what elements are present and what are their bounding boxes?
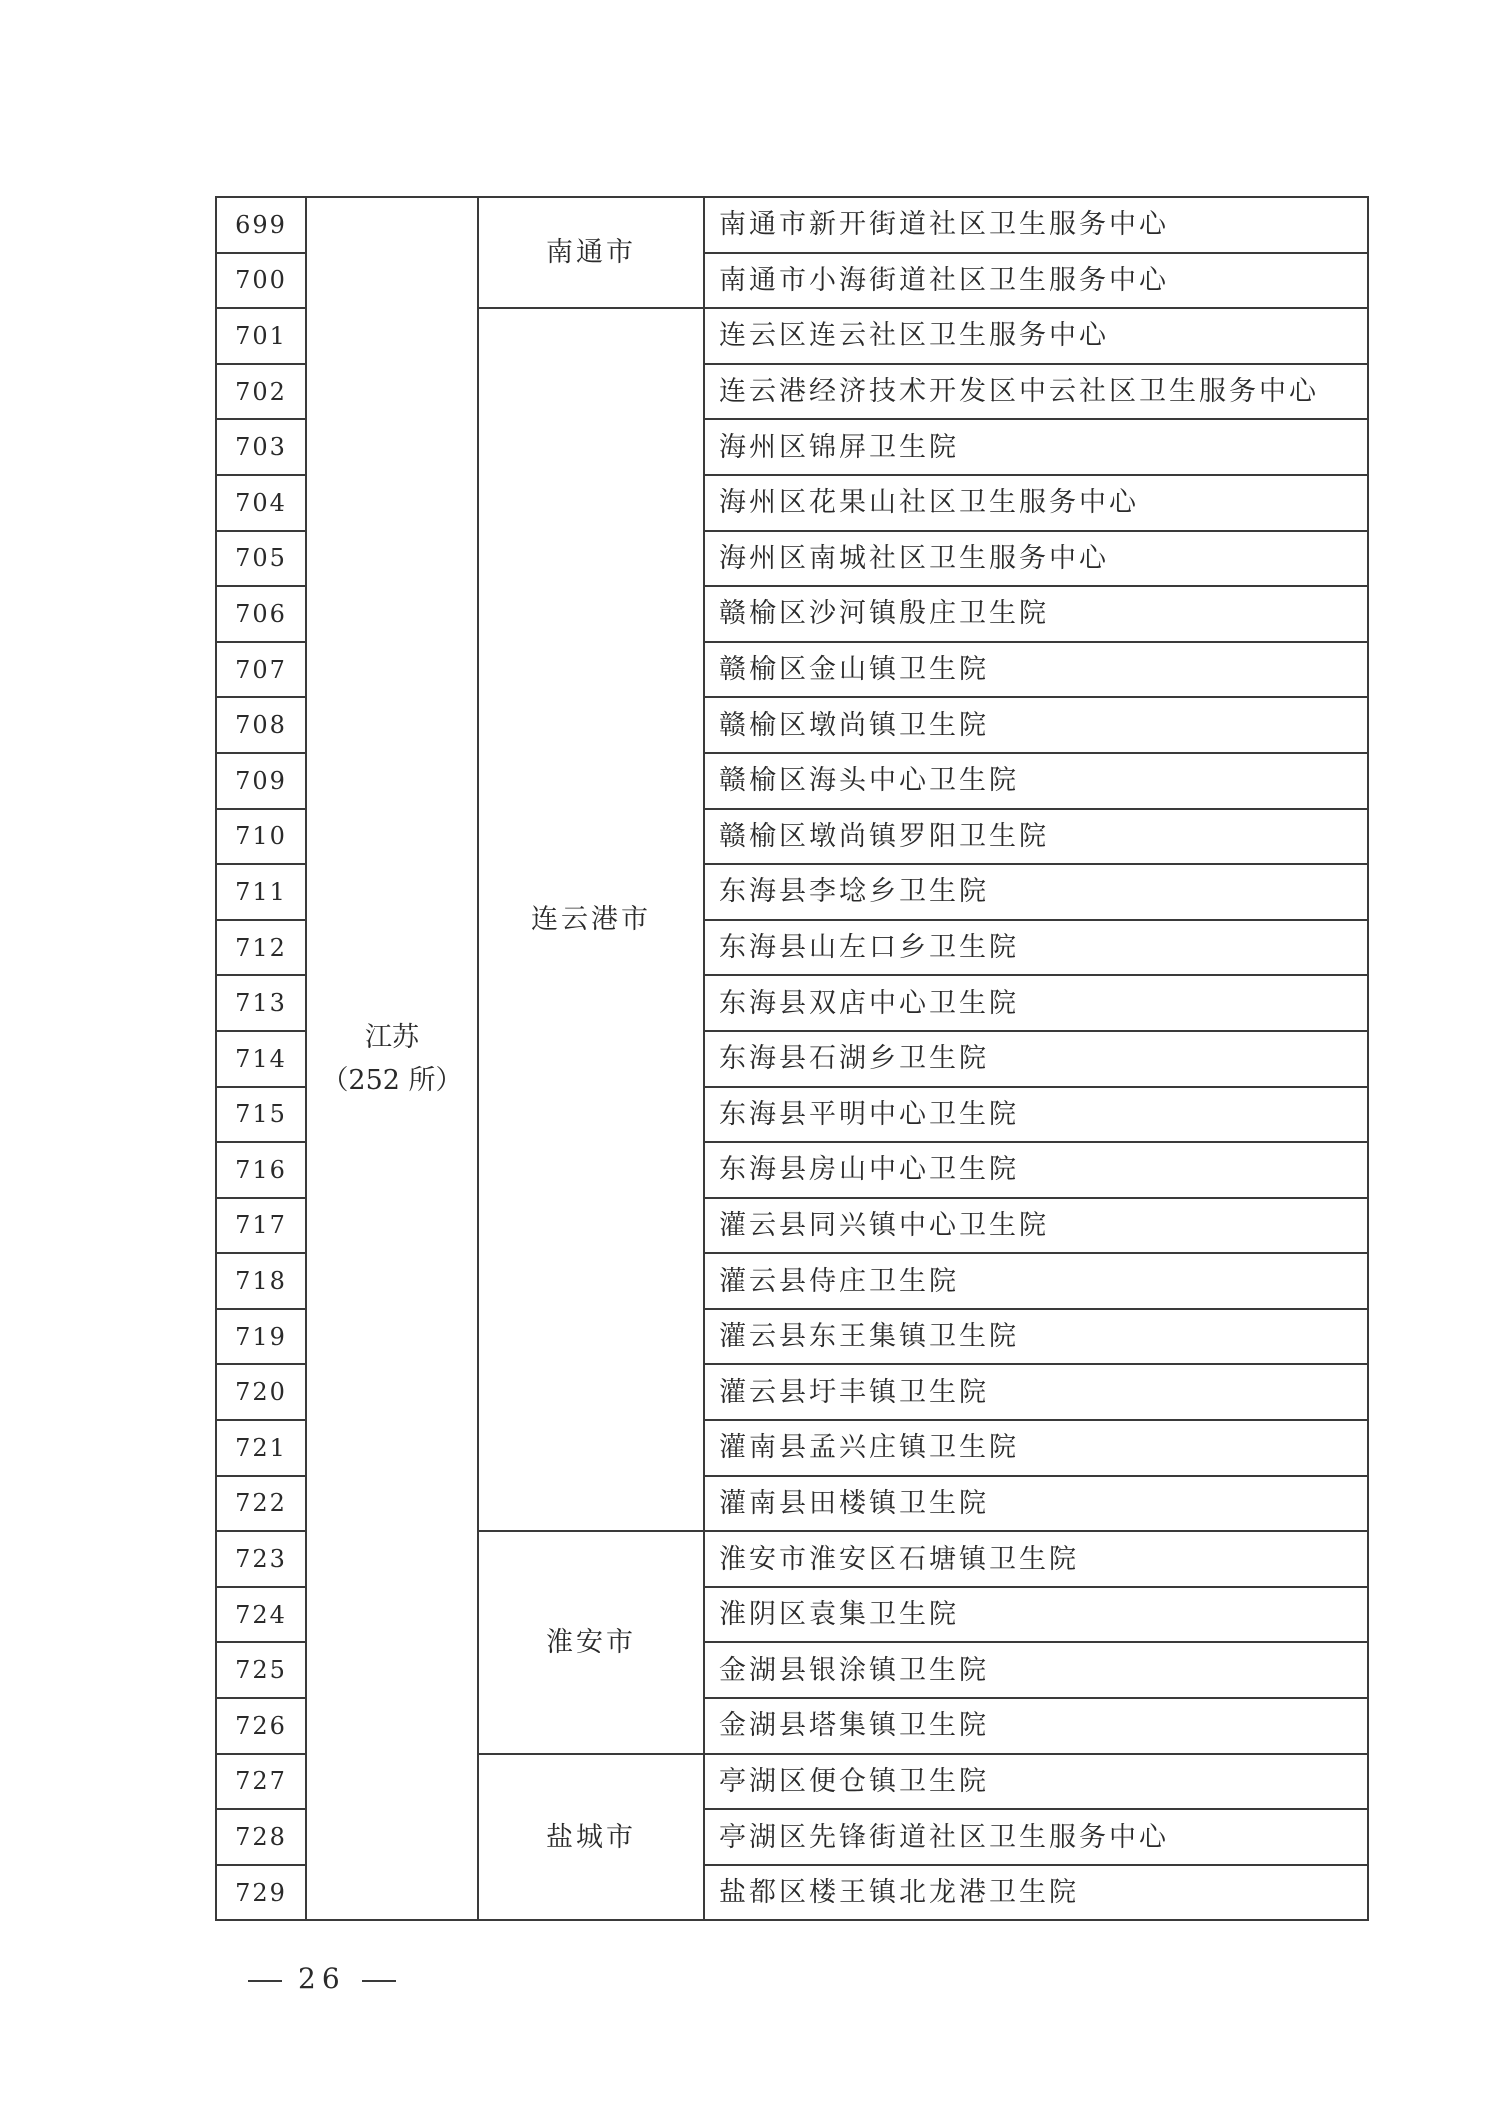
row-number: 721 bbox=[216, 1420, 306, 1476]
institution-name: 东海县山左口乡卫生院 bbox=[704, 920, 1368, 976]
institution-name: 东海县李埝乡卫生院 bbox=[704, 864, 1368, 920]
institution-name: 东海县石湖乡卫生院 bbox=[704, 1031, 1368, 1087]
institution-name: 亭湖区便仓镇卫生院 bbox=[704, 1754, 1368, 1810]
institution-name: 东海县平明中心卫生院 bbox=[704, 1087, 1368, 1143]
province-count: （252 所） bbox=[321, 1064, 463, 1096]
row-number: 716 bbox=[216, 1142, 306, 1198]
row-number: 701 bbox=[216, 308, 306, 364]
row-number: 724 bbox=[216, 1587, 306, 1643]
institution-name: 海州区锦屏卫生院 bbox=[704, 419, 1368, 475]
row-number: 709 bbox=[216, 753, 306, 809]
institution-name: 赣榆区海头中心卫生院 bbox=[704, 753, 1368, 809]
institution-name: 连云港经济技术开发区中云社区卫生服务中心 bbox=[704, 364, 1368, 420]
province-cell bbox=[306, 197, 478, 1920]
institution-table bbox=[215, 196, 1369, 1921]
footer-dash-right bbox=[362, 1980, 396, 1982]
row-number: 712 bbox=[216, 920, 306, 976]
row-number: 728 bbox=[216, 1809, 306, 1865]
city-cell: 连云港市 bbox=[478, 308, 704, 1531]
institution-name: 南通市新开街道社区卫生服务中心 bbox=[704, 197, 1368, 253]
institution-name: 赣榆区墩尚镇卫生院 bbox=[704, 697, 1368, 753]
table-row bbox=[216, 197, 1368, 253]
city-cell: 盐城市 bbox=[478, 1754, 704, 1921]
institution-name: 灌南县孟兴庄镇卫生院 bbox=[704, 1420, 1368, 1476]
institution-name: 淮安市淮安区石塘镇卫生院 bbox=[704, 1531, 1368, 1587]
row-number: 715 bbox=[216, 1087, 306, 1143]
institution-name: 灌云县侍庄卫生院 bbox=[704, 1253, 1368, 1309]
row-number: 719 bbox=[216, 1309, 306, 1365]
institution-table-body bbox=[216, 197, 1368, 1920]
row-number: 717 bbox=[216, 1198, 306, 1254]
row-number: 722 bbox=[216, 1476, 306, 1532]
institution-name: 灌云县同兴镇中心卫生院 bbox=[704, 1198, 1368, 1254]
row-number: 718 bbox=[216, 1253, 306, 1309]
institution-name: 东海县双店中心卫生院 bbox=[704, 975, 1368, 1031]
row-number: 710 bbox=[216, 809, 306, 865]
institution-name: 连云区连云社区卫生服务中心 bbox=[704, 308, 1368, 364]
page-number: 26 bbox=[298, 1962, 346, 1995]
row-number: 705 bbox=[216, 531, 306, 587]
row-number: 723 bbox=[216, 1531, 306, 1587]
institution-name: 赣榆区墩尚镇罗阳卫生院 bbox=[704, 809, 1368, 865]
institution-name: 灌南县田楼镇卫生院 bbox=[704, 1476, 1368, 1532]
row-number: 726 bbox=[216, 1698, 306, 1754]
row-number: 729 bbox=[216, 1865, 306, 1921]
row-number: 707 bbox=[216, 642, 306, 698]
row-number: 713 bbox=[216, 975, 306, 1031]
row-number: 727 bbox=[216, 1754, 306, 1810]
row-number: 725 bbox=[216, 1642, 306, 1698]
province-name: 江苏 bbox=[365, 1021, 419, 1053]
institution-name: 海州区南城社区卫生服务中心 bbox=[704, 531, 1368, 587]
row-number: 699 bbox=[216, 197, 306, 253]
institution-name: 东海县房山中心卫生院 bbox=[704, 1142, 1368, 1198]
city-cell: 南通市 bbox=[478, 197, 704, 308]
footer-dash-left bbox=[248, 1980, 282, 1982]
city-cell: 淮安市 bbox=[478, 1531, 704, 1753]
institution-name: 金湖县塔集镇卫生院 bbox=[704, 1698, 1368, 1754]
row-number: 703 bbox=[216, 419, 306, 475]
row-number: 711 bbox=[216, 864, 306, 920]
institution-name: 盐都区楼王镇北龙港卫生院 bbox=[704, 1865, 1368, 1921]
row-number: 704 bbox=[216, 475, 306, 531]
institution-name: 灌云县东王集镇卫生院 bbox=[704, 1309, 1368, 1365]
institution-name: 海州区花果山社区卫生服务中心 bbox=[704, 475, 1368, 531]
institution-name: 南通市小海街道社区卫生服务中心 bbox=[704, 253, 1368, 309]
row-number: 720 bbox=[216, 1364, 306, 1420]
row-number: 708 bbox=[216, 697, 306, 753]
row-number: 714 bbox=[216, 1031, 306, 1087]
institution-name: 赣榆区金山镇卫生院 bbox=[704, 642, 1368, 698]
institution-name: 赣榆区沙河镇殷庄卫生院 bbox=[704, 586, 1368, 642]
row-number: 700 bbox=[216, 253, 306, 309]
institution-name: 灌云县圩丰镇卫生院 bbox=[704, 1364, 1368, 1420]
page-footer bbox=[232, 1962, 412, 1995]
institution-name: 亭湖区先锋街道社区卫生服务中心 bbox=[704, 1809, 1368, 1865]
row-number: 702 bbox=[216, 364, 306, 420]
institution-name: 金湖县银涂镇卫生院 bbox=[704, 1642, 1368, 1698]
institution-name: 淮阴区袁集卫生院 bbox=[704, 1587, 1368, 1643]
row-number: 706 bbox=[216, 586, 306, 642]
